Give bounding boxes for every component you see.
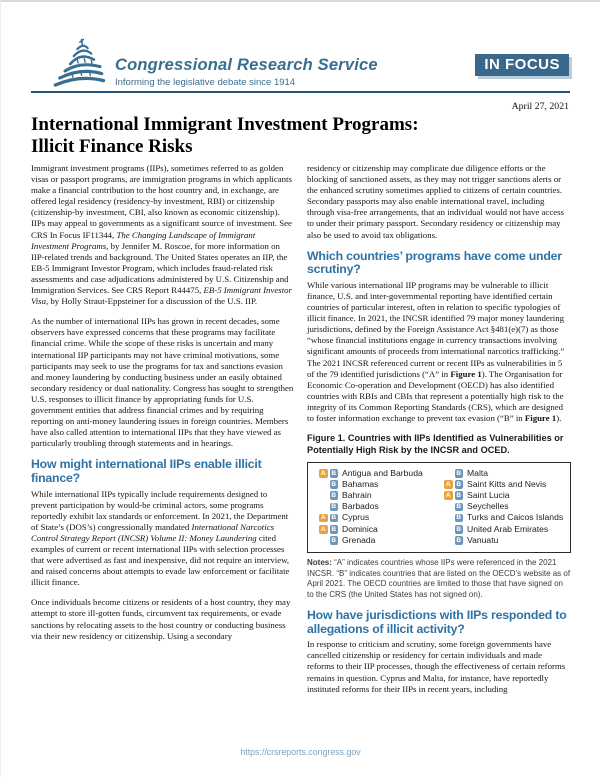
country-badges xyxy=(316,525,338,534)
country-badges xyxy=(441,491,463,500)
oecd-b-badge: B xyxy=(331,536,337,544)
org-name: Congressional Research Service xyxy=(115,56,378,74)
figure-country-row xyxy=(316,512,441,523)
country-badges xyxy=(316,536,338,545)
org-tagline: Informing the legislative debate since 1914 xyxy=(115,77,296,88)
section-heading-how-enable: How might international IIPs enable illicit finance? xyxy=(31,457,262,485)
figure-country-row xyxy=(441,479,566,490)
country-name: Saint Kitts and Nevis xyxy=(467,478,547,489)
country-badges xyxy=(316,491,338,500)
figure-notes xyxy=(307,558,571,600)
text-segment: International Narcotics Control Strategy Report (INCSR) Volume II: Money Laundering xyxy=(31,521,275,543)
paragraph-lax-standards xyxy=(31,489,295,589)
capitol-dome-icon xyxy=(51,38,107,90)
figure-country-row xyxy=(441,512,566,523)
oecd-b-badge: B xyxy=(456,480,462,488)
oecd-b-badge: B xyxy=(456,514,462,522)
country-badges xyxy=(316,503,338,512)
country-name: Dominica xyxy=(342,523,378,534)
left-column xyxy=(31,163,295,704)
text-segment: cited examples of current or recent international IIPs with selection processes that were advertised as fast and inexpensive, did not require an interview, and raised concerns about attempts to evade law enforcement or facilitate illicit finance. xyxy=(31,532,290,588)
figure-country-row xyxy=(441,501,566,512)
country-name: Cyprus xyxy=(342,512,370,523)
incsr-a-badge: A xyxy=(445,492,451,500)
figure-country-row xyxy=(316,468,441,479)
country-badges xyxy=(316,469,338,478)
text-segment: While various international IIP programs may be vulnerable to illicit finance, U.S. and inter-governmental reporting have identified certain countries of particular interest, often in relation to specific typologies of illicit finance. In 2021, the INCSR identified 79 major money laundering jurisdictions, defined by the Foreign Assistance Act §481(e)(7) as those “whose financial institutions engage in currency transactions involving significant amounts of proceeds from international narcotics trafficking.” The 2021 INCSR referenced current or recent IIPs as vulnerabilities in 5 of the 79 identified jurisdictions (“A” in xyxy=(307,279,565,379)
oecd-b-badge: B xyxy=(456,525,462,533)
crs-logo xyxy=(51,38,378,90)
country-badges xyxy=(441,480,463,489)
text-segment: Immigrant investment programs (IIPs), sometimes referred to as golden visas or passport programs, are immigration programs in which applicants make a financial contribution to the host country and, in exchange, are offered legal residency (residency-by investment, RBI) or citizenship (citizenship-by investment, CBI, also known as economic citizenship). IIPs may appeal to governments as a significant source of investment. See CRS In Focus IF11344, xyxy=(31,163,292,240)
incsr-a-badge: A xyxy=(320,525,326,533)
figure-country-row xyxy=(316,524,441,535)
country-badges xyxy=(441,525,463,534)
country-name: Antigua and Barbuda xyxy=(342,467,423,478)
figure-column-left xyxy=(316,468,441,546)
text-segment: , by Holly Straut-Eppsteiner for a discussion of the U.S. IIP. xyxy=(46,296,258,307)
crs-logo-text xyxy=(115,57,378,90)
country-name: Grenada xyxy=(342,534,376,545)
text-segment: As the number of international IIPs has grown in recent decades, some observers have expressed concerns that these programs may facilitate financial crime. While the scope of these risks is uncertain and many international IIP participants may not have criminal motivations, some participants may seek to use the programs for tax and sanctions evasion and money laundering by conducting business under an easily obtained secondary residency or dual nationality. Congress has sought to strengthen U.S. responses to illicit finance by appropriating funds for U.S. government entities that address financial crimes and by requiring reporting on anti-money laundering issues in foreign countries. Members have also called attention to international IIPs that they have viewed as particularly troubling through statements and in hearings. xyxy=(31,316,294,449)
figure-country-row xyxy=(441,490,566,501)
footer-url-link[interactable]: https://crsreports.congress.gov xyxy=(240,747,361,757)
oecd-b-badge: B xyxy=(456,503,462,511)
text-segment: residency or citizenship may complicate due diligence efforts or the blocking of sanctioned assets, as they may not trigger sanctions alerts or the enhanced scrutiny sometimes applied to citizens of certain countries. Secondary passports may also enable international travel, including through visa-free arrangements, that an individual would not have access to under their primary passport. Secondary residency or citizenship may also be used to avoid tax obligations. xyxy=(307,163,564,240)
figure-title: Figure 1. Countries with IIPs Identified as Vulnerabilities or Potentially High Risk by the INCSR and OCED. xyxy=(307,433,564,455)
text-segment: Figure 1 xyxy=(450,368,482,379)
oecd-b-badge: B xyxy=(331,514,337,522)
figure-country-row xyxy=(441,535,566,546)
section-heading-which-countries: Which countries’ programs have come under scrutiny? xyxy=(307,248,562,277)
figure-country-row xyxy=(441,468,566,479)
body-columns xyxy=(31,163,571,704)
section-heading-how-responded: How have jurisdictions with IIPs responded to allegations of illicit activity? xyxy=(307,608,567,636)
figure-country-row xyxy=(316,535,441,546)
country-name: Saint Lucia xyxy=(467,490,510,501)
oecd-b-badge: B xyxy=(456,536,462,544)
paragraph-concerns xyxy=(31,316,295,449)
country-badges xyxy=(441,536,463,545)
page-title-line2: Illicit Finance Risks xyxy=(31,135,193,157)
figure-country-row xyxy=(316,501,441,512)
paragraph-intro xyxy=(31,163,295,307)
country-name: Turks and Caicos Islands xyxy=(467,512,564,523)
publication-date: April 27, 2021 xyxy=(511,101,569,112)
country-name: Bahrain xyxy=(342,490,372,501)
text-segment: ). xyxy=(556,412,562,423)
right-column xyxy=(307,163,571,704)
oecd-b-badge: B xyxy=(331,480,337,488)
paragraph-reforms xyxy=(307,639,571,694)
country-badges xyxy=(441,503,463,512)
text-segment: In response to criticism and scrutiny, some foreign governments have cancelled citizenship or residency for certain individuals and made reforms to their IIP processes, though the effectiveness of certain reforms remains in question. Cyprus and Malta, for instance, have reportedly instituted reforms for their IIPs in recent years, including xyxy=(307,639,566,694)
page-title-line1: International Immigrant Investment Programs: xyxy=(31,114,419,135)
text-segment: Notes: xyxy=(307,558,332,568)
footer xyxy=(1,742,600,760)
text-segment: Once individuals become citizens or residents of a host country, they may attempt to store ill-gotten funds, circumvent tax requirements, or evade sanctions by relocating assets to the host country or conducting business via their new residency or citizenship. Using a secondary xyxy=(31,597,291,641)
country-name: Seychelles xyxy=(467,501,509,512)
in-focus-badge: IN FOCUS xyxy=(475,54,569,76)
text-segment: , by Jennifer M. Roscoe, for more information on IIP-related trends and background. The United States operates an IIP, the EB-5 Immigrant Investor Program, which includes fraud-related risk assessments and case adjudications administered by U.S. Citizenship and Immigration Services. See CRS Report R44475, xyxy=(31,240,289,296)
text-segment: EB-5 Immigrant Investor Visa xyxy=(31,285,292,307)
country-name: Malta xyxy=(467,467,489,478)
text-segment: ). The Organisation for Economic Co-operation and Development (OECD) has also identified countries with RBIs and CBIs that represent a potentially high risk to the integrity of its Common Reporting Standards (CRS), which are designed to foster information exchange to prevent tax evasion (“B” in xyxy=(307,368,564,423)
figure-country-row xyxy=(316,490,441,501)
incsr-a-badge: A xyxy=(320,469,326,477)
figure-column-right xyxy=(441,468,566,546)
oecd-b-badge: B xyxy=(456,469,462,477)
oecd-b-badge: B xyxy=(331,525,337,533)
oecd-b-badge: B xyxy=(456,492,462,500)
paragraph-due-diligence xyxy=(307,163,571,241)
header-divider xyxy=(31,91,570,93)
figure-country-row xyxy=(441,524,566,535)
page-title xyxy=(31,114,419,157)
oecd-b-badge: B xyxy=(331,492,337,500)
country-name: Barbados xyxy=(342,501,379,512)
incsr-a-badge: A xyxy=(445,480,451,488)
text-segment: The Changing Landscape of Immigrant Investment Programs xyxy=(31,229,256,251)
country-name: Vanuatu xyxy=(467,534,499,545)
incsr-a-badge: A xyxy=(320,514,326,522)
text-segment: While international IIPs typically include requirements designed to prevent participation by would-be criminal actors, some programs reportedly exhibit lax standards or enforcement. In 2021, the Department of State’s (DOS’s) congressionally mandated xyxy=(31,488,289,532)
figure-country-box xyxy=(307,462,571,553)
country-badges xyxy=(316,480,338,489)
figure-country-row xyxy=(316,479,441,490)
oecd-b-badge: B xyxy=(331,503,337,511)
paragraph-ill-gotten-funds xyxy=(31,597,295,641)
oecd-b-badge: B xyxy=(331,469,337,477)
paragraph-incsr-oecd xyxy=(307,280,571,424)
country-badges xyxy=(441,514,463,523)
text-segment: Figure 1 xyxy=(524,412,557,423)
country-name: United Arab Emirates xyxy=(467,523,549,534)
country-badges xyxy=(441,469,463,478)
country-name: Bahamas xyxy=(342,478,379,489)
text-segment: “A” indicates countries whose IIPs were referenced in the 2021 INCSR. “B” indicates countries that are listed on the OECD’s website as of April 2021. The OECD countries are limited to those that have signed on to the CRS (the United States has not signed on). xyxy=(307,558,571,599)
country-badges xyxy=(316,514,338,523)
